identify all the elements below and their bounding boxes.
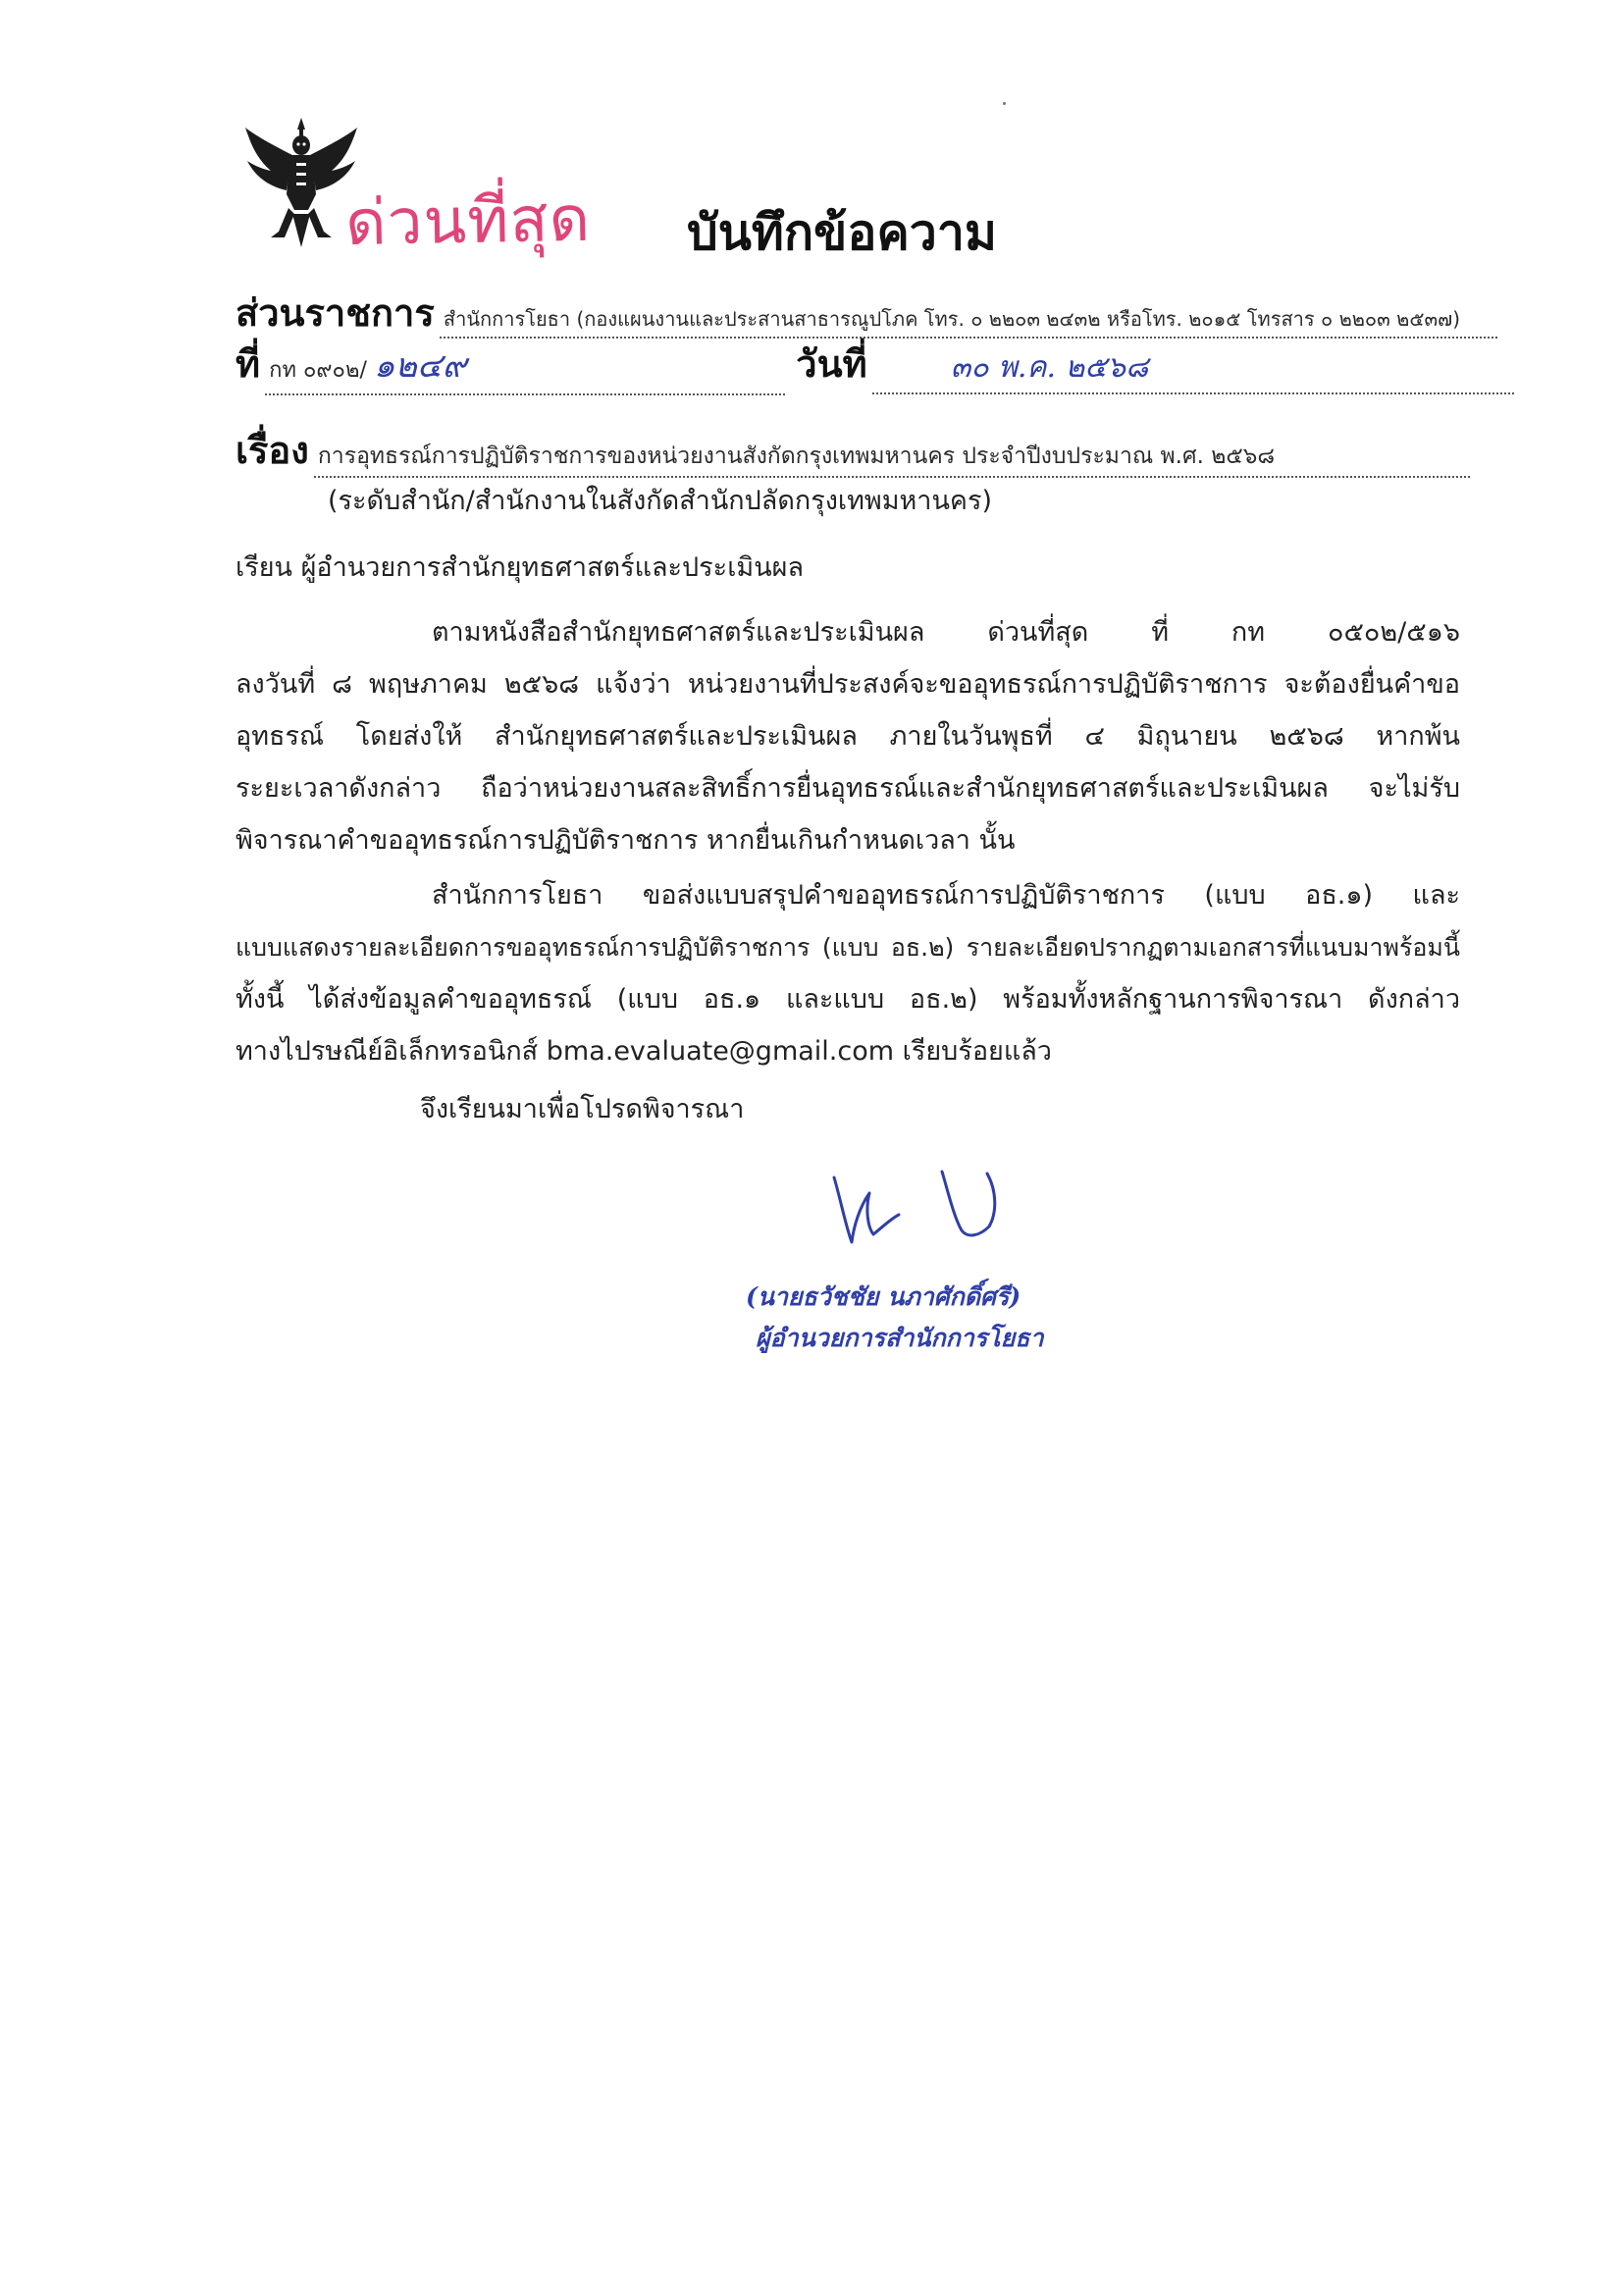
paragraph-2-line: ทั้งนี้ ได้ส่งข้อมูลคำขออุทธรณ์ (แบบ อธ.๑ และแบบ อธ.๒) พร้อมทั้งหลักฐานการพิจารณา ดังกล่าว (236, 984, 1460, 1015)
urgent-stamp: ด่วนที่สุด (344, 183, 592, 261)
garuda-emblem-icon (243, 116, 359, 249)
scan-speck (1003, 102, 1006, 105)
date-value (872, 344, 1514, 394)
signature-mark (814, 1158, 1011, 1266)
agency-label: ส่วนราชการ (236, 291, 435, 335)
number-handwritten: ๑๒๔๙ (373, 346, 467, 386)
number-prefix: กท ๐๙๐๒/ (269, 358, 367, 383)
salutation: เรียน ผู้อำนวยการสำนักยุทธศาสตร์และประเมินผล (236, 552, 805, 583)
signer-title: ผู้อำนวยการสำนักการโยธา (756, 1324, 1044, 1352)
subject-row (236, 420, 1470, 480)
closing-line: จึงเรียนมาเพื่อโปรดพิจารณา (420, 1094, 745, 1124)
paragraph-2-line: แบบแสดงรายละเอียดการขออุทธรณ์การปฏิบัติราชการ (แบบ อธ.๒) รายละเอียดปรากฏตามเอกสารที่แนบมาพร้อมนี้ (236, 933, 1460, 962)
subject-value: การอุทธรณ์การปฏิบัติราชการของหน่วยงานสังกัดกรุงเทพมหานคร ประจำปีงบประมาณ พ.ศ. ๒๕๖๘ (314, 439, 1470, 478)
paragraph-2-line: ทางไปรษณีย์อิเล็กทรอนิกส์ bma.evaluate@gmail.com เรียบร้อยแล้ว (236, 1036, 1052, 1067)
paragraph-1-line: พิจารณาคำขออุทธรณ์การปฏิบัติราชการ หากยื่นเกินกำหนดเวลา นั้น (236, 825, 1016, 856)
paragraph-1-line: ระยะเวลาดังกล่าว ถือว่าหน่วยงานสละสิทธิ์การยื่นอุทธรณ์และสำนักยุทธศาสตร์และประเมินผล จะไม่รับ (236, 773, 1460, 804)
agency-value: สำนักการโยธา (กองแผนงานและประสานสาธารณูปโภค โทร. ๐ ๒๒๐๓ ๒๔๓๒ หรือโทร. ๒๐๑๕ โทรสาร ๐ ๒๒๐๓ ๒๕๓๗) (440, 303, 1497, 339)
number-value (265, 339, 785, 395)
date-handwritten: ๓๐ พ.ค. ๒๕๖๘ (950, 350, 1149, 385)
paragraph-2-line: สำนักการโยธา ขอส่งแบบสรุปคำขออุทธรณ์การปฏิบัติราชการ (แบบ อธ.๑) และ (432, 880, 1460, 911)
paragraph-2 (236, 869, 1460, 1077)
date-label: วันที่ (796, 342, 867, 386)
signer-name: (นายธวัชชัย นภาศักดิ์ศรี) (746, 1282, 1021, 1311)
memo-title: บันทึกข้อความ (687, 204, 997, 261)
subject-label: เรื่อง (236, 429, 309, 472)
paragraph-1-line: อุทธรณ์ โดยส่งให้ สำนักยุทธศาสตร์และประเมินผล ภายในวันพุธที่ ๔ มิถุนายน ๒๕๖๘ หากพ้น (236, 721, 1460, 752)
paragraph-1 (236, 606, 1460, 866)
number-date-row (236, 334, 1514, 395)
paragraph-1-line: ลงวันที่ ๘ พฤษภาคม ๒๕๖๘ แจ้งว่า หน่วยงานที่ประสงค์จะขออุทธรณ์การปฏิบัติราชการ จะต้องยื่นคำขอ (236, 669, 1460, 700)
paragraph-1-line: ตามหนังสือสำนักยุทธศาสตร์และประเมินผล ด่วนที่สุด ที่ กท ๐๕๐๒/๕๑๖ (432, 617, 1460, 648)
subject-subtitle: (ระดับสำนัก/สำนักงานในสังกัดสำนักปลัดกรุงเทพมหานคร) (328, 486, 993, 516)
number-label: ที่ (236, 342, 261, 386)
